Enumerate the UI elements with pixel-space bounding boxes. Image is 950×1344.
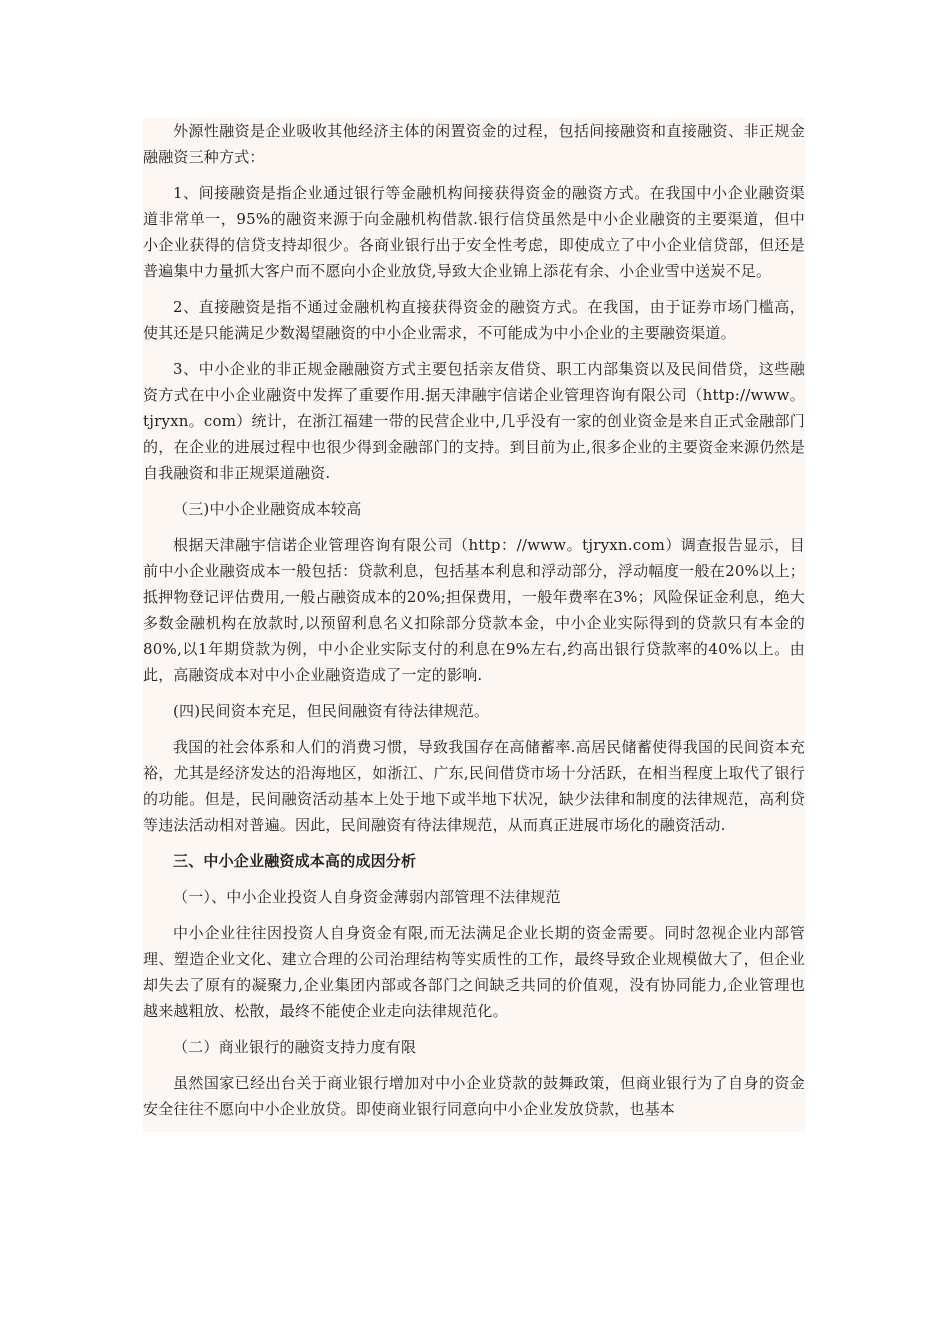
paragraph-financing-cost: 根据天津融宇信诺企业管理咨询有限公司（http：//www。tjryxn.com）调查报告显示，目前中小企业融资成本一般包括：贷款利息，包括基本利息和浮动部分，浮动幅度一般在20%以上；抵押物登记评估费用,一般占融资成本的20%;担保费用，一般年费率在3%；风险保证金利息，绝大多数金融机构在放款时,以预留利息名义扣除部分贷款本金，中小企业实际得到的贷款只有本金的80%,以1年期贷款为例，中小企业实际支付的利息在9%左右,约高出银行贷款率的40%以上。由此，高融资成本对中小企业融资造成了一定的影响. [143,536,805,684]
paragraph-direct-financing: 2、直接融资是指不通过金融机构直接获得资金的融资方式。在我国，由于证券市场门槛高，使其还是只能满足少数渴望融资的中小企业需求，不可能成为中小企业的主要融资渠道。 [143,298,805,342]
document-body [143,118,805,1132]
paragraph-external-financing: 外源性融资是企业吸收其他经济主体的闲置资金的过程，包括间接融资和直接融资、非正规金融融资三种方式： [143,122,805,166]
section-heading-cause-analysis: 三、中小企业融资成本高的成因分析 [173,852,417,870]
subheading-investor-capital: （一）、中小企业投资人自身资金薄弱内部管理不法律规范 [173,888,561,906]
paragraph-indirect-financing: 1、间接融资是指企业通过银行等金融机构间接获得资金的融资方式。在我国中小企业融资渠道非常单一，95%的融资来源于向金融机构借款.银行信贷虽然是中小企业融资的主要渠道，但中小企业获得的信贷支持却很少。各商业银行出于安全性考虑，即使成立了中小企业信贷部，但还是普遍集中力量抓大客户而不愿向小企业放贷,导致大企业锦上添花有余、小企业雪中送炭不足。 [143,184,805,280]
subheading-private-capital: (四)民间资本充足，但民间融资有待法律规范。 [173,702,490,720]
subheading-bank-support: （二）商业银行的融资支持力度有限 [173,1038,417,1056]
paragraph-investor-capital: 中小企业往往因投资人自身资金有限,而无法满足企业长期的资金需要。同时忽视企业内部管理、塑造企业文化、建立合理的公司治理结构等实质性的工作，最终导致企业规模做大了，但企业却失去了原有的凝聚力,企业集团内部或各部门之间缺乏共同的价值观，没有协同能力,企业管理也越来越粗放、松散，最终不能使企业走向法律规范化。 [143,924,805,1020]
subheading-financing-cost: （三)中小企业融资成本较高 [173,500,362,518]
paragraph-bank-support: 虽然国家已经出台关于商业银行增加对中小企业贷款的鼓舞政策，但商业银行为了自身的资金安全往往不愿向中小企业放贷。即使商业银行同意向中小企业发放贷款，也基本 [143,1074,805,1118]
paragraph-informal-financing: 3、中小企业的非正规金融融资方式主要包括亲友借贷、职工内部集资以及民间借贷，这些融资方式在中小企业融资中发挥了重要作用.据天津融宇信诺企业管理咨询有限公司（http://www。tjryxn。com）统计，在浙江福建一带的民营企业中,几乎没有一家的创业资金是来自正式金融部门的，在企业的进展过程中也很少得到金融部门的支持。到目前为止,很多企业的主要资金来源仍然是自我融资和非正规渠道融资. [143,360,805,482]
paragraph-private-capital: 我国的社会体系和人们的消费习惯，导致我国存在高储蓄率.高居民储蓄使得我国的民间资本充裕，尤其是经济发达的沿海地区，如浙江、广东,民间借贷市场十分活跃，在相当程度上取代了银行的功能。但是，民间融资活动基本上处于地下或半地下状况，缺少法律和制度的法律规范，高利贷等违法活动相对普遍。因此，民间融资有待法律规范，从而真正进展市场化的融资活动. [143,738,805,834]
